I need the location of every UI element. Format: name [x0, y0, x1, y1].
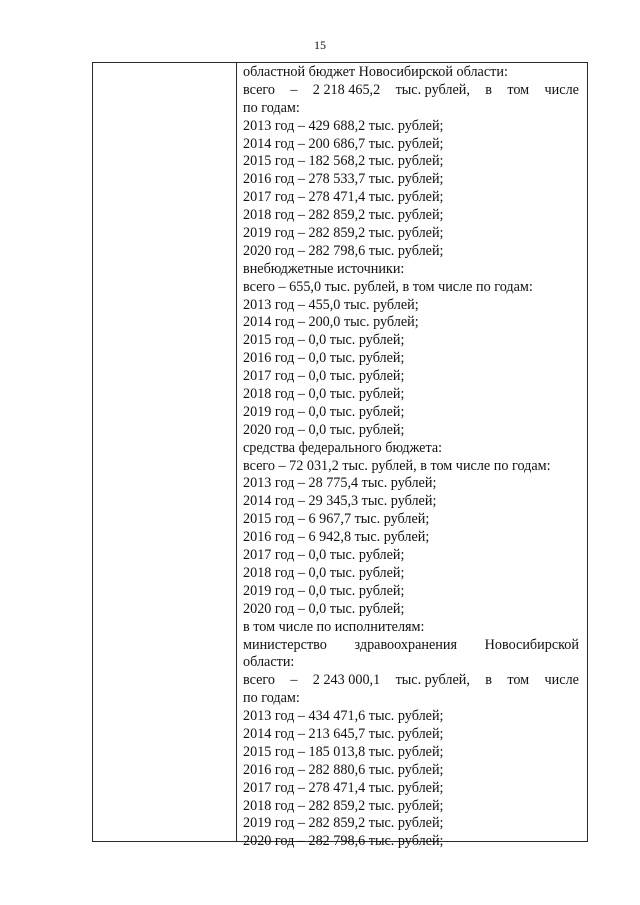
text-line: 2020 год – 0,0 тыс. рублей;	[243, 421, 405, 438]
text-line: 2014 год – 200,0 тыс. рублей;	[243, 314, 419, 331]
text-line: 2014 год – 200 686,7 тыс. рублей;	[243, 135, 444, 152]
text-line	[243, 672, 579, 690]
text-line	[243, 82, 579, 100]
text-line: 2015 год – 182 568,2 тыс. рублей;	[243, 153, 444, 170]
text-line: 2015 год – 185 013,8 тыс. рублей;	[243, 743, 444, 760]
text-word: всего	[243, 81, 275, 98]
text-line: всего – 72 031,2 тыс. рублей, в том числе по годам:	[243, 457, 551, 474]
text-line: 2013 год – 429 688,2 тыс. рублей;	[243, 117, 444, 134]
text-line: в том числе по исполнителям:	[243, 618, 425, 635]
text-word: в	[485, 672, 492, 689]
text-word: том	[507, 81, 530, 98]
document-table	[92, 62, 588, 850]
table-right-column	[243, 64, 579, 851]
text-line: области:	[243, 654, 295, 671]
text-line: 2015 год – 6 967,7 тыс. рублей;	[243, 511, 430, 528]
text-line	[243, 637, 579, 655]
text-line: 2013 год – 28 775,4 тыс. рублей;	[243, 475, 437, 492]
text-line: 2019 год – 282 859,2 тыс. рублей;	[243, 815, 444, 832]
text-line: областной бюджет Новосибирской области:	[243, 64, 508, 80]
text-word: числе	[544, 81, 579, 98]
text-word: том	[507, 672, 530, 689]
text-line: 2017 год – 278 471,4 тыс. рублей;	[243, 189, 444, 206]
text-line: 2020 год – 282 798,6 тыс. рублей;	[243, 833, 444, 850]
text-word: всего	[243, 672, 275, 689]
text-line: 2016 год – 0,0 тыс. рублей;	[243, 350, 405, 367]
text-word: тыс. рублей,	[395, 81, 470, 98]
text-line: по годам:	[243, 99, 300, 116]
text-word: 2 243 000,1	[312, 672, 381, 689]
text-line: по годам:	[243, 690, 300, 707]
text-word: тыс. рублей,	[395, 672, 470, 689]
text-line: 2015 год – 0,0 тыс. рублей;	[243, 332, 405, 349]
text-line: 2019 год – 282 859,2 тыс. рублей;	[243, 225, 444, 242]
text-line: 2016 год – 278 533,7 тыс. рублей;	[243, 171, 444, 188]
page-number: 15	[314, 38, 326, 52]
table-left-column	[93, 63, 237, 841]
text-word: 2 218 465,2	[312, 81, 381, 98]
text-line: 2017 год – 0,0 тыс. рублей;	[243, 368, 405, 385]
text-line: 2013 год – 455,0 тыс. рублей;	[243, 296, 419, 313]
text-line: 2013 год – 434 471,6 тыс. рублей;	[243, 708, 444, 725]
text-line: 2019 год – 0,0 тыс. рублей;	[243, 582, 405, 599]
text-line: всего – 655,0 тыс. рублей, в том числе по годам:	[243, 278, 533, 295]
text-line: 2018 год – 282 859,2 тыс. рублей;	[243, 207, 444, 224]
text-line: 2018 год – 0,0 тыс. рублей;	[243, 564, 405, 581]
text-line: 2016 год – 6 942,8 тыс. рублей;	[243, 529, 430, 546]
text-line: 2020 год – 0,0 тыс. рублей;	[243, 600, 405, 617]
text-word: в	[485, 81, 492, 98]
text-line: 2014 год – 29 345,3 тыс. рублей;	[243, 493, 437, 510]
text-line: средства федерального бюджета:	[243, 439, 443, 456]
text-line: внебюджетные источники:	[243, 260, 405, 277]
text-line: 2020 год – 282 798,6 тыс. рублей;	[243, 242, 444, 259]
text-word: министерство	[243, 636, 327, 653]
text-word: числе	[544, 672, 579, 689]
text-line: 2018 год – 0,0 тыс. рублей;	[243, 386, 405, 403]
text-line: 2016 год – 282 880,6 тыс. рублей;	[243, 761, 444, 778]
text-line: 2017 год – 278 471,4 тыс. рублей;	[243, 779, 444, 796]
text-word: –	[290, 81, 298, 98]
text-word: Новосибирской	[484, 636, 579, 653]
text-word: здравоохранения	[354, 636, 457, 653]
text-line: 2018 год – 282 859,2 тыс. рублей;	[243, 797, 444, 814]
text-line: 2014 год – 213 645,7 тыс. рублей;	[243, 725, 444, 742]
text-word: –	[290, 672, 298, 689]
text-line: 2019 год – 0,0 тыс. рублей;	[243, 403, 405, 420]
text-line: 2017 год – 0,0 тыс. рублей;	[243, 547, 405, 564]
